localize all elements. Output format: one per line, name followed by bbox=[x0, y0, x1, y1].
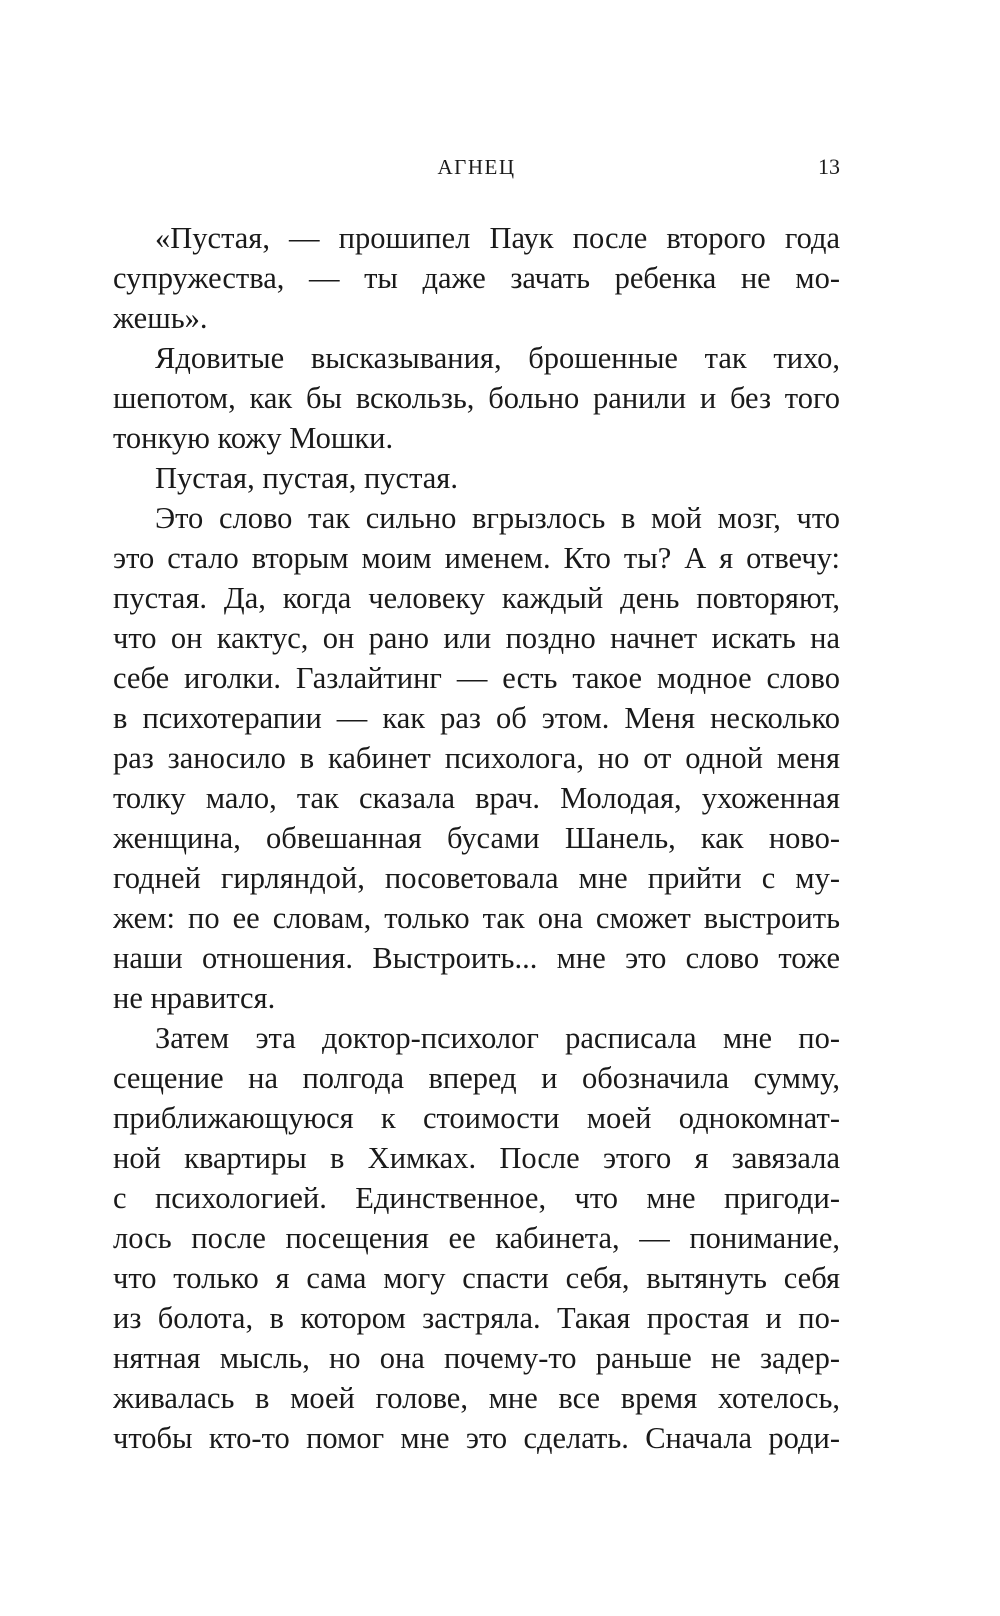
text-line: супружества, — ты даже зачать ребенка не мо- bbox=[113, 261, 840, 295]
text-line: не нравится. bbox=[113, 981, 276, 1015]
text-line: раз заносило в кабинет психолога, но от одной меня bbox=[113, 741, 840, 775]
text-line: шепотом, как бы вскользь, больно ранили и без того bbox=[113, 381, 840, 415]
text-line: наши отношения. Выстроить... мне это слово тоже bbox=[113, 941, 840, 975]
running-head bbox=[113, 152, 840, 182]
text-line: в психотерапии — как раз об этом. Меня несколько bbox=[113, 701, 840, 735]
text-line: женщина, обвешанная бусами Шанель, как ново- bbox=[113, 821, 840, 855]
text-line: жешь». bbox=[113, 301, 208, 335]
text-line: нятная мысль, но она почему-то раньше не задер- bbox=[113, 1341, 840, 1375]
running-title: АГНЕЦ bbox=[437, 155, 516, 179]
text-line: из болота, в котором застряла. Такая простая и по- bbox=[113, 1301, 840, 1335]
text-line: Это слово так сильно вгрызлось в мой мозг, что bbox=[155, 501, 840, 535]
text-line: «Пустая, — прошипел Паук после второго года bbox=[155, 221, 840, 255]
text-line: жем: по ее словам, только так она сможет выстроить bbox=[113, 901, 840, 935]
text-line: сещение на полгода вперед и обозначила сумму, bbox=[113, 1061, 840, 1095]
text-line: Ядовитые высказывания, брошенные так тихо, bbox=[155, 341, 840, 375]
text-line: живалась в моей голове, мне все время хотелось, bbox=[113, 1381, 840, 1415]
text-line: с психологией. Единственное, что мне пригоди- bbox=[113, 1181, 840, 1215]
page-number: 13 bbox=[818, 154, 840, 179]
text-line: тонкую кожу Мошки. bbox=[113, 421, 394, 455]
text-line: толку мало, так сказала врач. Молодая, ухоженная bbox=[113, 781, 840, 815]
text-line: это стало вторым моим именем. Кто ты? А я отвечу: bbox=[113, 541, 840, 575]
text-line: Пустая, пустая, пустая. bbox=[155, 461, 458, 495]
text-line: чтобы кто-то помог мне это сделать. Сначала роди- bbox=[113, 1421, 840, 1455]
text-line: годней гирляндой, посоветовала мне прийти с му- bbox=[113, 861, 840, 895]
text-line: лось после посещения ее кабинета, — понимание, bbox=[113, 1221, 840, 1255]
text-line: что он кактус, он рано или поздно начнет искать на bbox=[113, 621, 840, 655]
text-line: себе иголки. Газлайтинг — есть такое модное слово bbox=[113, 661, 840, 695]
text-line: Затем эта доктор-психолог расписала мне по- bbox=[155, 1021, 840, 1055]
text-line: приближающуюся к стоимости моей однокомнат- bbox=[113, 1101, 840, 1135]
body-text bbox=[113, 218, 840, 1458]
text-line: что только я сама могу спасти себя, вытянуть себя bbox=[113, 1261, 840, 1295]
text-line: ной квартиры в Химках. После этого я завязала bbox=[113, 1141, 840, 1175]
text-line: пустая. Да, когда человеку каждый день повторяют, bbox=[113, 581, 840, 615]
